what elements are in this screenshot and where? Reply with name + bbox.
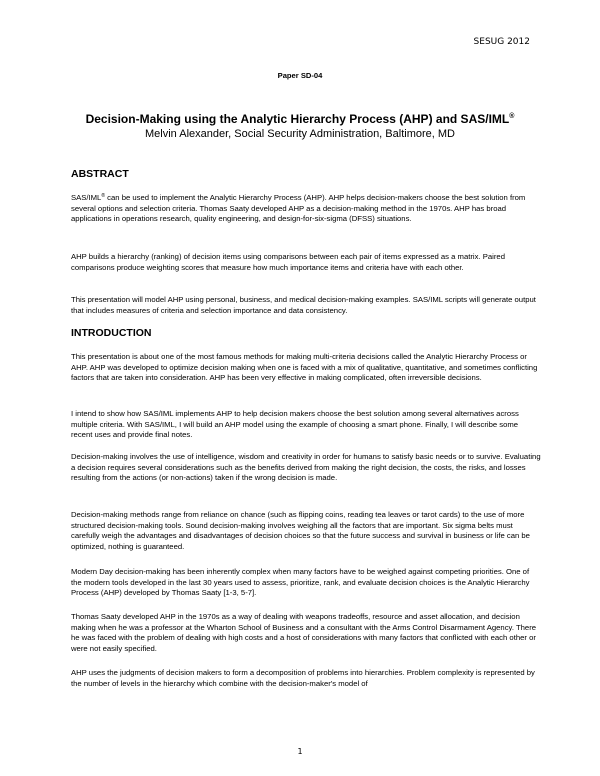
conference-header: SESUG 2012 [473,37,530,47]
intro-paragraph: Decision-making methods range from reliance on chance (such as flipping coins, reading tea leaves or tarot cards) to the use of more structured decision-making tools. Sound decision-making involves weighing all the factors that are important. Six sigma belts must carefully weigh the advantages and disadvantages of decision choices so that the future success and survival in business or life can be optimized, nothing is guaranteed. [71,510,530,551]
page-number: 1 [297,747,303,756]
abstract-p1-text: can be used to implement the Analytic Hierarchy Process (AHP). AHP helps decision-makers choose the best solution from several options and selection criteria. Thomas Saaty developed AHP as a decision-making method in the 1970s. AHP has broad applications in operations research, quality engineering, and design-for-six-sigma (DFSS) situations. [71,193,526,223]
intro-paragraph: I intend to show how SAS/IML implements AHP to help decision makers choose the best solution among several alternatives across multiple criteria. With SAS/IML, I will build an AHP model using the example of choosing a smart phone. Finally, I will describe some recent uses and provide final notes. [71,409,519,439]
intro-paragraph: Modern Day decision-making has been inherently complex when many factors have to be weighed against competing priorities. One of the modern tools developed in the last 30 years used to assess, prioritize, rank, and evaluate decision choices is the Analytic Hierarchy Process (AHP) developed by Thomas Saaty [1-3, 5-7]. [71,567,530,597]
intro-paragraph: Decision-making involves the use of intelligence, wisdom and creativity in order for humans to satisfy basic needs or to survive. Evaluating a decision requires several considerations such as the benefits derived from making the right decision, the costs, the risks, and losses resulting from the actions (or non-actions) taken if the wrong decision is made. [71,452,541,482]
abstract-heading: ABSTRACT [71,168,129,180]
intro-paragraph: Thomas Saaty developed AHP in the 1970s as a way of dealing with weapons tradeoffs, resource and asset allocation, and decision making when he was a professor at the Wharton School of Business and a consultant with the Arms Control Disarmament Agency. There he was faced with the problem of dealing with high costs and a host of considerations with many factors that conflicted with each other or were not easily specified. [71,612,537,653]
intro-paragraph: This presentation is about one of the most famous methods for making multi-criteria decisions called the Analytic Hierarchy Process or AHP. AHP was developed to optimize decision making when one is faced with a mix of qualitative, quantitative, and sometimes conflicting factors that are taken into consideration. AHP has been very effective in making complicated, often irreversible decisions. [71,352,538,382]
paper-number: Paper SD-04 [277,71,323,80]
registered-mark: ® [101,193,106,199]
sas-iml-lead: SAS/IML [71,193,102,202]
title-text: Decision-Making using the Analytic Hierarchy Process (AHP) and SAS/IML [85,112,510,126]
abstract-paragraph-3: This presentation will model AHP using personal, business, and medical decision-making examples. SAS/IML scripts will generate output that includes measures of criteria and selection importance and data consistency. [71,295,536,315]
registered-mark: ® [509,113,515,120]
abstract-paragraph-1 [71,193,541,225]
paper-title [0,112,600,126]
intro-paragraph: AHP uses the judgments of decision makers to form a decomposition of problems into hierarchies. Problem complexity is represented by the number of levels in the hierarchy which combine with the decision-maker's model of [71,668,535,688]
introduction-heading: INTRODUCTION [71,327,152,339]
author-line: Melvin Alexander, Social Security Administration, Baltimore, MD [145,128,455,140]
abstract-paragraph-2: AHP builds a hierarchy (ranking) of decision items using comparisons between each pair of items expressed as a matrix. Paired comparisons produce weighting scores that measure how much importance items and criteria have with each other. [71,252,505,272]
